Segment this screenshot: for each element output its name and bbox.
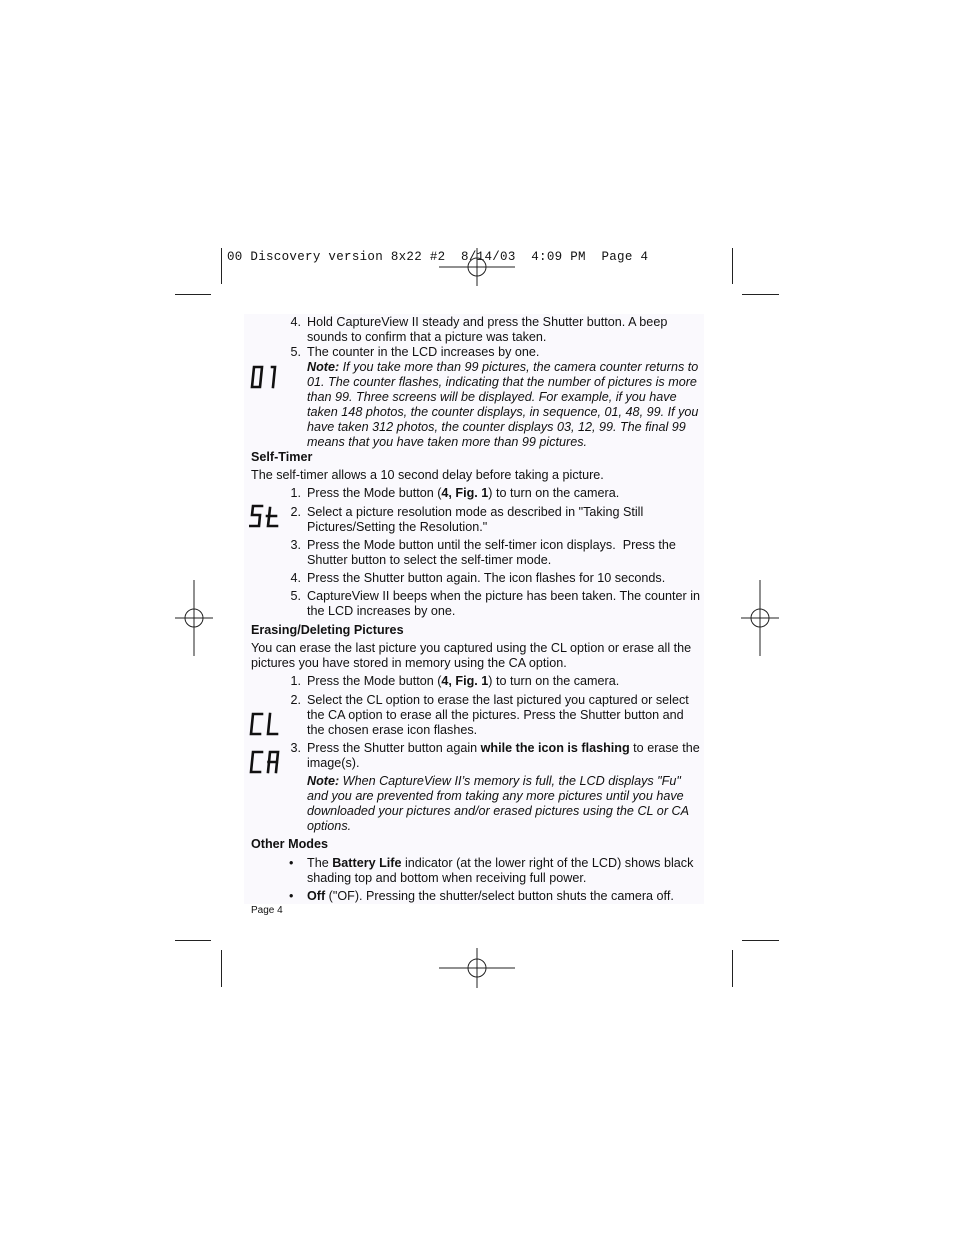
- self-timer-intro: The self-timer allows a 10 second delay before taking a picture.: [251, 468, 604, 482]
- capture-note-line5: have taken 312 photos, the counter displays 03, 12, 99. The final 99: [307, 420, 686, 434]
- other-bullet-2-text: [307, 889, 674, 904]
- crop-mark-bottom-left-vertical: [221, 950, 222, 987]
- registration-mark-bottom-icon: [439, 948, 515, 988]
- lcd-self-timer-st-icon: [249, 504, 281, 528]
- erase-step-3-number: 3.: [290, 741, 301, 755]
- erase-intro-line1: You can erase the last picture you captured using the CL option or erase all the: [251, 641, 692, 655]
- capture-note-line6: means that you have taken more than 99 pictures.: [307, 435, 588, 449]
- self-timer-step-1-part-a: Press the Mode button (: [307, 486, 442, 500]
- erase-note-line3: downloaded your pictures and/or erased pictures using the CL or CA: [307, 804, 690, 818]
- other-bullet-1-marker: •: [289, 856, 294, 870]
- erase-step-1-part-c: ) to turn on the camera.: [488, 674, 620, 688]
- other-bullet-2-marker: •: [289, 889, 294, 903]
- erase-heading: Erasing/Deleting Pictures: [251, 623, 404, 637]
- erase-step-2-number: 2.: [290, 693, 301, 707]
- registration-mark-left-icon: [175, 580, 213, 656]
- self-timer-step-3-line1: Press the Mode button until the self-timer icon displays. Press the: [307, 538, 676, 552]
- self-timer-step-4-text: Press the Shutter button again. The icon flashes for 10 seconds.: [307, 571, 666, 585]
- self-timer-step-2-line2: Pictures/Setting the Resolution.": [307, 520, 488, 534]
- erase-step-2-line3: the chosen erase icon flashes.: [307, 723, 478, 737]
- lcd-erase-last-cl-icon: [249, 712, 281, 736]
- erase-intro-line2: pictures you have stored in memory using the CA option.: [251, 656, 567, 670]
- lcd-erase-all-ca-icon: [249, 750, 281, 774]
- crop-mark-bottom-right-horizontal: [742, 940, 779, 941]
- page-number-footer: Page 4: [251, 905, 283, 916]
- registration-mark-right-icon: [741, 580, 779, 656]
- capture-step-4-text-line2: sounds to confirm that a picture was taken.: [307, 330, 547, 344]
- lcd-counter-01-icon: [249, 365, 279, 389]
- erase-note-line1: [307, 774, 681, 789]
- crop-mark-bottom-right-vertical: [732, 950, 733, 987]
- capture-note-line1: [307, 360, 698, 375]
- self-timer-step-1-fig-ref: 4, Fig. 1: [441, 486, 489, 500]
- other-bullet-2-part-b: ("OF). Pressing the shutter/select button shuts the camera off.: [325, 889, 674, 903]
- crop-mark-top-left-vertical: [221, 248, 222, 284]
- crop-mark-bottom-left-horizontal: [175, 940, 211, 941]
- capture-step-5-number: 5.: [290, 345, 301, 359]
- erase-step-3-part-a: Press the Shutter button again: [307, 741, 481, 755]
- self-timer-step-5-line1: CaptureView II beeps when the picture has been taken. The counter in: [307, 589, 700, 603]
- erase-note-line4: options.: [307, 819, 352, 833]
- erase-step-3-line1: [307, 741, 700, 756]
- other-modes-heading: Other Modes: [251, 837, 328, 851]
- other-bullet-2-off: Off: [307, 889, 326, 903]
- self-timer-heading: Self-Timer: [251, 450, 313, 464]
- capture-note-line3: than 99. Three screens will be displayed. For example, if you have: [307, 390, 677, 404]
- self-timer-step-1-part-c: ) to turn on the camera.: [488, 486, 620, 500]
- capture-note-text-1: If you take more than 99 pictures, the camera counter returns to: [339, 360, 699, 374]
- other-bullet-1-part-c: indicator (at the lower right of the LCD) shows black: [401, 856, 694, 870]
- self-timer-step-1-number: 1.: [290, 486, 301, 500]
- other-bullet-1-battery-life: Battery Life: [332, 856, 402, 870]
- self-timer-step-2-line1: Select a picture resolution mode as described in "Taking Still: [307, 505, 644, 519]
- crop-mark-top-left-horizontal: [175, 294, 211, 295]
- erase-step-1-text: [307, 674, 619, 689]
- other-bullet-1-line2: shading top and bottom when receiving full power.: [307, 871, 587, 885]
- capture-note-line4: taken 148 photos, the counter displays, in sequence, 01, 48, 99. If you: [307, 405, 699, 419]
- self-timer-step-1-text: [307, 486, 619, 501]
- self-timer-step-5-line2: the LCD increases by one.: [307, 604, 456, 618]
- erase-note-text-1: When CaptureView II’s memory is full, the LCD displays "Fu": [339, 774, 681, 788]
- erase-step-3-part-c: to erase the: [629, 741, 700, 755]
- self-timer-step-3-number: 3.: [290, 538, 301, 552]
- erase-note-line2: and you are prevented from taking any more pictures until you have: [307, 789, 684, 803]
- registration-mark-top-icon: [439, 248, 515, 286]
- erase-note-label: Note:: [307, 774, 340, 788]
- printer-slug: 00 Discovery version 8x22 #2 8/14/03 4:09 PM Page 4: [227, 250, 649, 264]
- self-timer-step-2-number: 2.: [290, 505, 301, 519]
- erase-step-2-line2: the CA option to erase all the pictures. Press the Shutter button and: [307, 708, 684, 722]
- erase-step-3-line2: image(s).: [307, 756, 360, 770]
- erase-step-2-line1: Select the CL option to erase the last pictured you captured or select: [307, 693, 689, 707]
- capture-note-line2: 01. The counter flashes, indicating that the number of pictures is more: [307, 375, 697, 389]
- capture-note-label: Note:: [307, 360, 340, 374]
- capture-step-4-text-line1: Hold CaptureView II steady and press the Shutter button. A beep: [307, 315, 668, 329]
- self-timer-step-4-number: 4.: [290, 571, 301, 585]
- capture-step-4-number: 4.: [290, 315, 301, 329]
- other-bullet-1-part-a: The: [307, 856, 333, 870]
- capture-step-5-text: The counter in the LCD increases by one.: [307, 345, 540, 359]
- self-timer-step-5-number: 5.: [290, 589, 301, 603]
- other-bullet-1-line1: [307, 856, 693, 871]
- erase-step-1-number: 1.: [290, 674, 301, 688]
- erase-step-1-part-a: Press the Mode button (: [307, 674, 442, 688]
- crop-mark-top-right-horizontal: [742, 294, 779, 295]
- crop-mark-top-right-vertical: [732, 248, 733, 284]
- self-timer-step-3-line2: Shutter button to select the self-timer mode.: [307, 553, 552, 567]
- erase-step-1-fig-ref: 4, Fig. 1: [441, 674, 489, 688]
- erase-step-3-emphasis: while the icon is flashing: [480, 741, 630, 755]
